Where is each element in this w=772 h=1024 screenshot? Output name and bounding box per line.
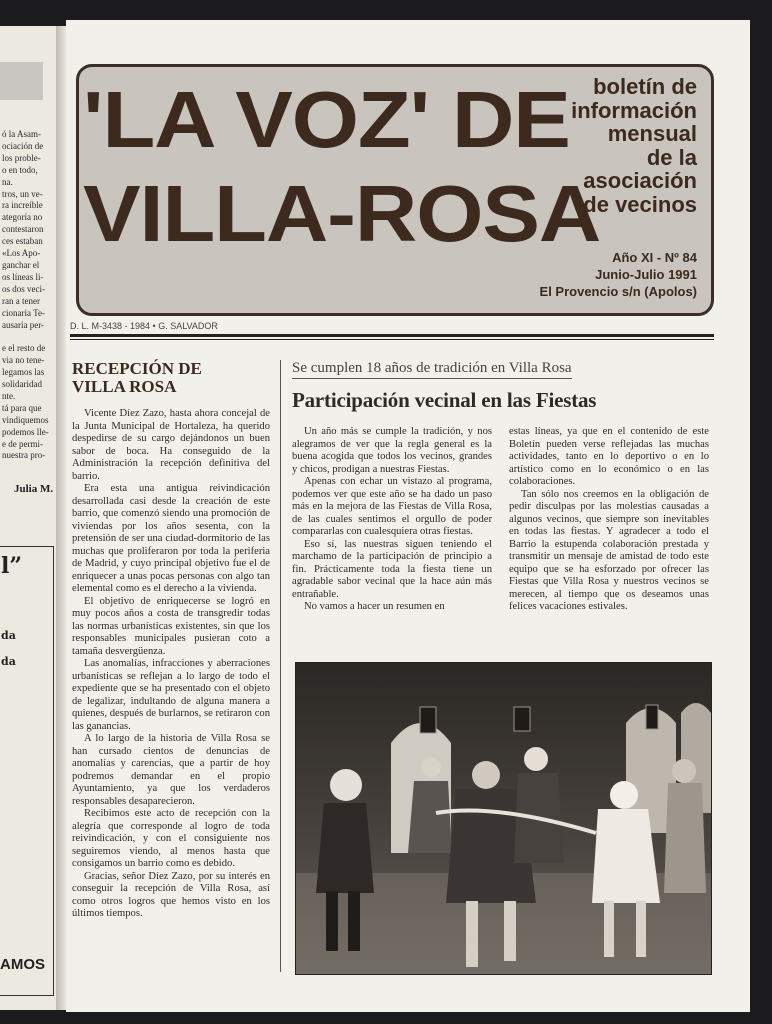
subtitle-line: de vecinos <box>583 191 697 217</box>
paragraph: Era esta una antigua reivindicación desarrollada casi desde la creación de este barrio, que comenzó siendo una promoción de viviendas por los años sesenta, con la pretensión de ser una ciudad-dormitorio de las muchas que proliferaron por toda la periferia de Madrid, y cuyo principal objetivo fue el de enriquecer a unas pocas personas con algo tan elemental como es el derecho a la vivienda. <box>72 483 270 594</box>
adjacent-box-text: da <box>1 655 16 668</box>
subtitle-line: asociación <box>583 168 697 193</box>
adjacent-boxed-article <box>0 546 54 996</box>
title-line-1: 'LA VOZ' DE <box>83 75 570 164</box>
paragraph: El objetivo de enriquecerse se logró en muy pocos años a costa de transgredir todas las normas urbanísticas existentes, sin que los responsables municipales pusieran coto a tamaña desvergüenza. <box>72 595 270 657</box>
paragraph: A lo largo de la historia de Villa Rosa se han cursado cientos de denuncias de anomalías y carencias, que a partir de hoy podremos demandar en el propio Ayuntamiento, ya que los verdaderos responsables desaparecieron. <box>72 733 270 807</box>
divider-thick <box>70 334 714 337</box>
main-article-kicker: Se cumplen 18 años de tradición en Villa Rosa <box>292 360 572 379</box>
adjacent-gray-box <box>0 62 43 100</box>
adjacent-bottom-word: AMOS <box>0 956 45 973</box>
festival-photo-image <box>296 663 711 974</box>
subtitle-line: boletín de <box>593 74 697 99</box>
title-line-2: VILLA-ROSA <box>83 169 601 258</box>
subtitle-line: mensual <box>607 121 697 146</box>
issue-info <box>540 249 697 300</box>
main-article-column-1 <box>292 426 492 614</box>
paragraph: No vamos a hacer un resumen en <box>304 601 445 612</box>
adjacent-text-fragment: ó la Asam- ociación de los proble- o en todo, na. tros, un ve- ra increíble ategoría no contestaron ces estaban «Los Apo- ganchar el os líneas li- os dos veci- ran a tener cionaria Te- ausaria per- e el resto de via no tene- legamos las solidaridad nte. tá para que vindiquemos podemos lle- e de permi- nuestra pro- <box>2 129 49 461</box>
paragraph: estas líneas, ya que en el contenido de este Boletín pueden verse reflejadas las muchas actividades, tanto en lo deportivo o en lo artístico como en lo económico o en las colaboraciones. <box>509 426 709 487</box>
paragraph: Recibimos este acto de recepción con la alegría que corresponde al logro de toda reivindicación, y con el consiguiente nos seguiremos viendo, al menos hasta que consigamos un barrio como es debido. <box>72 808 270 869</box>
paragraph: Vicente Díez Zazo, hasta ahora concejal de la Junta Municipal de Hortaleza, ha querido despedirse de su cargo dejándonos un buen sabor de boca. Ha conseguido de la Administración la recepción definitiva del barrio. <box>72 408 270 482</box>
paragraph: Las anomalías, infracciones y aberraciones urbanísticas se reflejan a lo largo de todo el expediente que se ha presentado con el objeto de legalizar, indultando de alguna manera a quienes, después de burlarnos, se retiraron con las ganancias. <box>72 658 270 732</box>
adjacent-box-quote: l” <box>1 553 23 579</box>
main-article-column-2 <box>509 426 709 614</box>
issue-date: Junio-Julio 1991 <box>595 267 697 282</box>
left-headline-line: VILLA ROSA <box>72 377 177 396</box>
subtitle-line: información <box>571 97 697 123</box>
festival-photo <box>295 662 712 975</box>
paragraph: Apenas con echar un vistazo al programa, podemos ver que este año se ha dado un paso más en la mejora de las Fiestas de Villa Rosa, de las cuales sentimos el orgullo de poder compararlas con cualesquiera otras fiestas. <box>292 476 492 537</box>
left-article-headline <box>72 360 202 396</box>
adjacent-box-text: da <box>1 629 16 642</box>
paragraph: Eso sí, las nuestras siguen teniendo el marchamo de la participación de principio a fin. Prácticamente toda la fiesta tiene un agradable sabor vecinal que la hace aún más entrañable. <box>292 538 492 600</box>
column-divider <box>280 360 281 972</box>
newsletter-title <box>83 73 600 261</box>
masthead-subtitle <box>571 75 697 216</box>
paragraph: Gracias, señor Díez Zazo, por su interés en conseguir la recepción de Villa Rosa, así como otros logros que hemos visto en los últimos tiempos. <box>72 870 270 919</box>
adjacent-signature: Julia M. <box>14 483 54 495</box>
newsletter-page <box>66 20 750 1012</box>
divider-thin <box>70 339 714 340</box>
address: El Provencio s/n (Apolos) <box>539 284 697 299</box>
adjacent-page <box>0 26 60 1010</box>
subtitle-line: de la <box>646 144 697 170</box>
left-article-body <box>72 408 270 921</box>
legal-deposit-line: D. L. M-3438 - 1984 • G. SALVADOR <box>70 321 218 331</box>
issue-number: Año XI - Nº 84 <box>612 250 697 265</box>
paragraph: Tan sólo nos creemos en la obligación de pedir disculpas por las molestias causadas a algunos vecinos, que siempre son inevitables en todas las fiestas. Y agradecer a todo el Barrio la estupenda colaboración prestada y transmitir un mensaje de amistad de todo este equipo que se ha esforzado por ofrecer las Fiestas que Villa Rosa y nuestros vecinos se merecen, al tiempo que os deseamos unas felices vacaciones estivales. <box>509 488 709 612</box>
paragraph: Un año más se cumple la tradición, y nos alegramos de ver que la regla general es la buena acogida que todos los vecinos, grandes y chicos, prodigan a nuestras Fiestas. <box>292 426 492 475</box>
masthead <box>76 64 714 316</box>
page-spine <box>56 26 66 1010</box>
main-article-headline: Participación vecinal en las Fiestas <box>292 388 597 412</box>
left-headline-line: RECEPCIÓN DE <box>72 359 202 378</box>
